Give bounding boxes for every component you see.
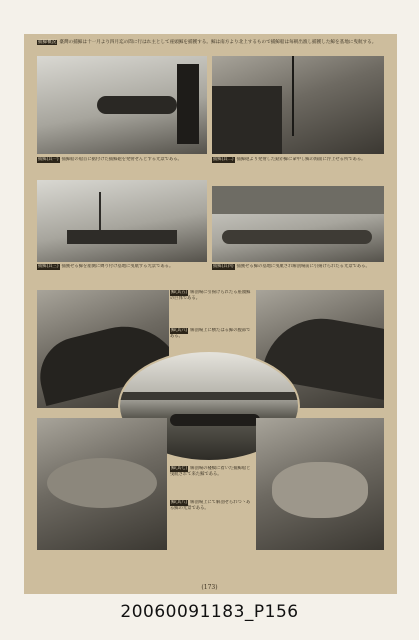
caption-7: 鯨(其七) 解剖場の棧橋に着いた捕鯨船と曳航されて来た鯨である。 (170, 466, 251, 477)
harpoon-gun-shape (97, 96, 177, 114)
whale-body-shape (222, 230, 372, 244)
header-tag: 捕鯨概況 (38, 40, 57, 45)
ship-mast-shape (99, 192, 101, 232)
pier-shape (120, 392, 298, 400)
header-caption (37, 40, 383, 46)
shore-hills-shape (212, 186, 384, 214)
caption-5: 鯨(其五) 解剖場に引揚げられたる座頭鯨の巨体である。 (170, 290, 251, 301)
photo-harpoon-gun (37, 56, 207, 154)
caption-6: 鯨(其六) 解剖場上に横たはる鯨の腹部である。 (170, 328, 251, 339)
mast-shape (292, 56, 294, 136)
header-text: 臺灣の捕鯨は十一月より四月迄の間に行はれ主として座頭鯨を捕獲する。鯨は南方より北上するもので捕鯨船は毎朝出漁し捕獲した鯨を基地に曳航する。 (59, 40, 377, 45)
ship-bow-shape (212, 86, 282, 154)
photo-whale-at-base (212, 186, 384, 262)
gunner-figure (177, 64, 199, 144)
photo-flensing-right (256, 418, 384, 550)
whale-flesh-shape (47, 458, 157, 508)
caption-1: 捕鯨(其一) 捕鯨船の船首に据付けた捕鯨砲を発射せんとする光景である。 (38, 157, 182, 162)
caption-4: 捕鯨(其四) 捕獲せる鯨の基地に曳航され解剖場前に引揚げられたる光景である。 (213, 264, 370, 269)
whale-in-water-shape (170, 414, 260, 426)
archive-identifier: 20060091183_P156 (120, 602, 299, 622)
caption-2: 捕鯨(其二) 捕鯨砲より発射した銛が鯨に命中し鯨の海面に浮上せる所である。 (213, 157, 366, 162)
photo-whale-struck (212, 56, 384, 154)
caption-3: 捕鯨(其三) 捕獲せる鯨を船側に縛り付け基地に曳航する光景である。 (38, 264, 174, 269)
whale-piece-shape (272, 462, 368, 518)
page-number: (173) (201, 584, 218, 591)
caption-8: 鯨(其八) 解剖場上にて解剖せられつゝある鯨の光景である。 (170, 500, 251, 511)
whaling-ship-shape (67, 230, 177, 244)
photo-towing-whale (37, 180, 207, 262)
photo-flensing-left (37, 418, 167, 550)
